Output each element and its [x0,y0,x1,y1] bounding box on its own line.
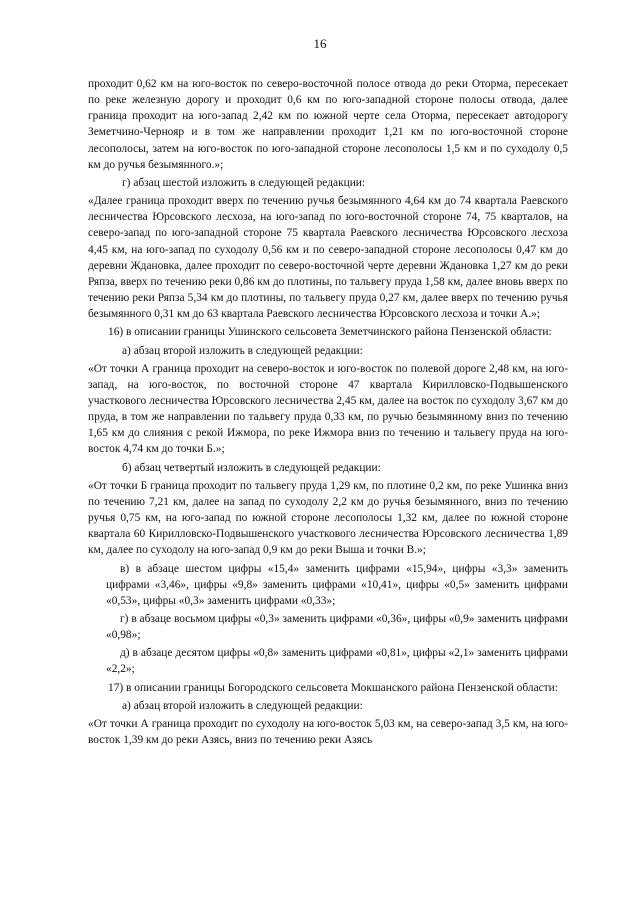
paragraph-item-16: 16) в описании границы Ушинского сельсовета Земетчинского района Пензенской области: [108,326,552,339]
paragraph-item-17: 17) в описании границы Богородского сельсовета Мокшанского района Пензенской области: [108,681,558,694]
paragraph-quote-point-a: «От точки А граница проходит на северо-восток и юго-восток по полевой дороге 2,48 км, на юго-запад, на юго-восток, по восточной стороне 47 квартала Кирилловско-Подвышенского участкового лесничества Юрсовского лесничества 2,45 км, далее на восток по суходолу 3,67 км до пруда, в том же направлении по тальвегу пруда 0,33 км, по ручью безымянному вниз по течению 1,65 км до слияния с рекой Ижмора, по реке Ижмора вниз по течению и тальвегу пруда на юго-восток 4,74 км до точки Б.»; [88,362,568,456]
paragraph-quote-point-b: «От точки Б граница проходит по тальвегу пруда 1,29 км, по плотине 0,2 км, по реке Ушинка вниз по течению 7,21 км, далее на запад по суходолу 2,2 км до ручья безымянного, вниз по течению ручья 0,75 км, на юго-запад по южной стороне лесополосы 1,32 км, далее по южной стороне квартала 60 Кирилловско-Подвышенского участкового лесничества Юрсовского лесничества 1,89 км, далее по суходолу на юго-запад 0,9 км до реки Выша и точки В.»; [88,479,568,557]
paragraph-instruction-a: а) абзац второй изложить в следующей редакции: [122,344,363,357]
document-body [88,76,568,750]
paragraph-quote-sixth: «Далее граница проходит вверх по течению ручья безымянного 4,64 км до 74 квартала Раевского лесничества Юрсовского лесхоза, на юго-запад по юго-восточной стороне 74, 75 кварталов, на северо-запад по юго-западной стороне 75 квартала Раевского лесничества Юрсовского лесхоза 4,45 км, на юго-запад по суходолу 0,56 км и по северо-западной стороне лесополосы 0,47 км до деревни Ждановка, далее проходит по северо-восточной черте деревни Ждановка 1,27 км до реки Ряпза, вверх по течению реки 0,86 км до плотины, по тальвегу пруда 1,58 км, далее вновь вверх по течению реки Ряпза 5,34 км до плотины, по тальвегу пруда 0,27 км, далее вверх по течению ручья безымянного 0,31 км до 63 квартала Раевского лесничества Юрсовского лесхоза и точки А.»; [88,195,568,321]
paragraph-instruction-b: б) абзац четвертый изложить в следующей редакции: [122,461,381,474]
amendments-block [88,561,568,678]
paragraph-continuation: проходит 0,62 км на юго-восток по северо-восточной полосе отвода до реки Оторма, пересекает по реке железную дорогу и проходит 0,6 км по юго-западной стороне полосы отвода, далее граница проходит на юго-запад 2,42 км по южной черте села Оторма, пересекает автодорогу Земетчино-Чернояр и в том же направлении проходит 1,21 км по юго-восточной стороне лесополосы, затем на юго-восток по юго-западной стороне лесополосы 1,5 км и по суходолу 0,5 км до ручья безымянного.»; [88,78,568,171]
page-number: 16 [313,36,327,51]
paragraph-amendment-d: д) в абзаце десятом цифры «0,8» заменить цифрами «0,81», цифры «2,1» заменить цифрами «2,2»; [106,647,568,676]
paragraph-instruction-a-2: а) абзац второй изложить в следующей редакции: [122,699,363,712]
paragraph-amendment-g: г) в абзаце восьмом цифры «0,3» заменить цифрами «0,36», цифры «0,9» заменить цифрами «0,98»; [106,613,568,642]
paragraph-instruction-g: г) абзац шестой изложить в следующей редакции: [122,176,366,189]
paragraph-amendment-v: в) в абзаце шестом цифры «15,4» заменить цифрами «15,94», цифры «3,3» заменить цифрами «3,46», цифры «9,8» заменить цифрами «10,41», цифры «0,5» заменить цифрами «0,53», цифры «0,3» заменить цифрами «0,33»; [106,562,568,607]
paragraph-quote-bogorodsky: «От точки А граница проходит по суходолу на юго-восток 5,03 км, на северо-запад 3,5 км, на юго-восток 1,39 км до реки Азясь, вниз по течению реки Азясь [88,717,568,747]
